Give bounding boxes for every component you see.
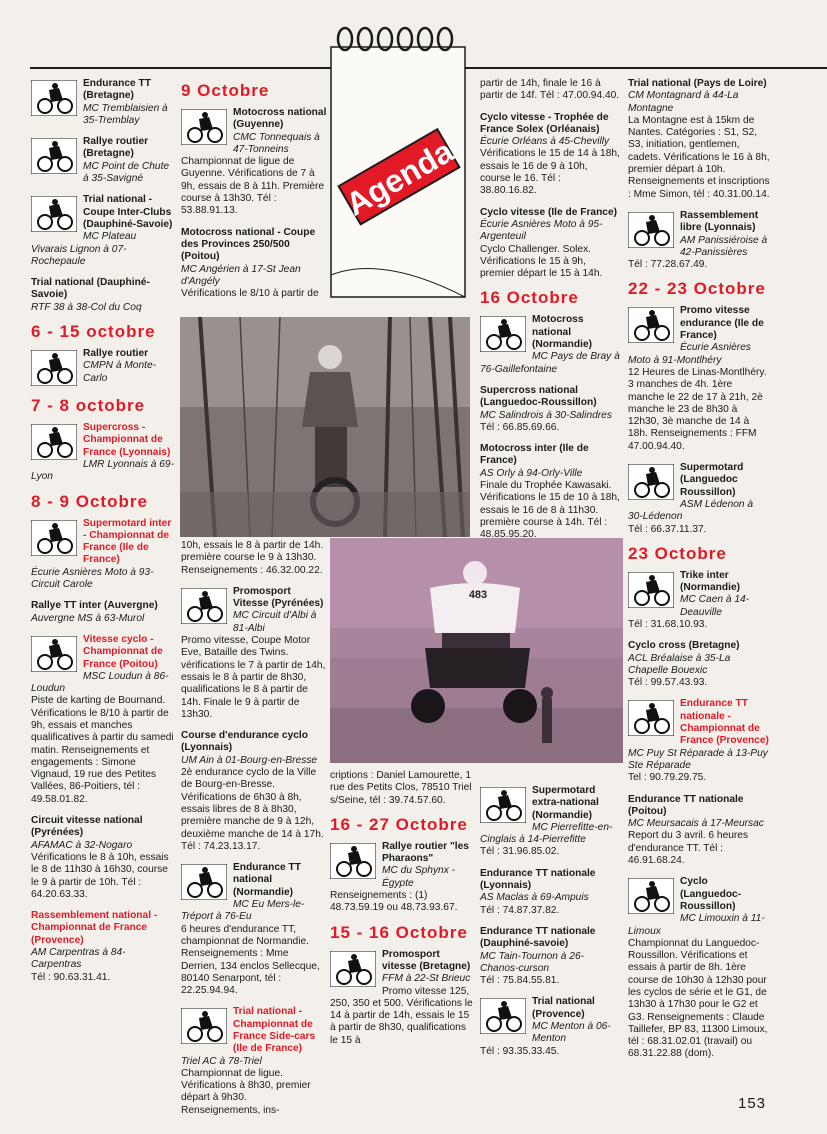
event-title: Vitesse cyclo - Championnat de France (Poitou) <box>83 633 163 670</box>
event-title: Trial national (Dauphiné-Savoie) <box>31 277 150 301</box>
event-club: MC Pierrefitte-en-Cinglais à 14-Pierrefitte <box>480 821 613 846</box>
event-title: Cyclo cross (Bretagne) <box>628 640 740 652</box>
motorcycle-rider-icon <box>31 424 77 460</box>
event-info: 2è endurance cyclo de la Ville de Bourg-en-Bresse. Vérifications de 6h30 à 8h, essais libres de 8 à 8h30, première manche de 9 à 12h, deuxième manche de 14 à 17h. Tél : 74.23.13.17. <box>181 767 324 852</box>
event-title: Rallye routier "les Pharaons" <box>382 840 469 865</box>
event-info: Tél : 75.84.55.81. <box>480 975 560 987</box>
event-entry <box>31 518 174 592</box>
motorcycle-rider-icon <box>628 212 674 248</box>
event-info: Tél : 93.35.33.45. <box>480 1045 560 1057</box>
event-info: Vérifications le 15 de 14 à 18h, essais le 16 de 9 à 10h, course le 16. Tél : 38.80.16.82. <box>480 148 620 197</box>
page-number: 153 <box>738 1095 767 1112</box>
event-title: Trike inter (Normandie) <box>680 569 740 594</box>
event-title: Supercross national (Languedoc-Roussillon) <box>480 384 597 409</box>
event-title: Supercross - Championnat de France (Lyonnais) <box>83 422 171 458</box>
motorcycle-rider-icon <box>31 636 77 672</box>
motorcycle-rider-icon <box>181 1008 227 1044</box>
photo-motocross-forest <box>180 317 470 537</box>
event-club: MC Puy St Réparade à 13-Puy Ste Réparade <box>628 747 768 771</box>
event-title: Supermotard extra-national (Normandie) <box>532 785 599 821</box>
event-club: MC du Sphynx - Égypte <box>382 865 456 889</box>
event-club: Triel AC à 78-Triel <box>181 1055 262 1067</box>
event-info: Promo vitesse, Coupe Motor Eve, Bataille des Twins. vérifications le 7 à partir de 14h, essais le 8 à partir de 8h30, qualifications le 8 à partir de 14h. Finale le 9 à partir de 13h30. <box>181 635 326 720</box>
event-club: MC Point de Chute à 35-Savigné <box>83 160 170 185</box>
event-title: Endurance TT national (Normandie) <box>233 862 301 898</box>
event-club: CMPN à Monte-Carlo <box>83 360 157 384</box>
motorcycle-rider-icon <box>31 196 77 232</box>
motorcycle-rider-icon <box>628 307 674 343</box>
event-club: ACL Bréalaise à 35-La Chapelle Bouexic <box>628 652 731 676</box>
motorcycle-rider-icon <box>31 138 77 174</box>
event-info: Vérifications le 8 à 10h, essais le 8 de 11h30 à 16h30, course le 9 à partir de 10h. Tél : 64.20.63.33. <box>31 851 169 900</box>
event-info: Tél : 66.37.11.37. <box>628 523 707 535</box>
date-heading: 8 - 9 Octobre <box>31 491 148 511</box>
event-entry <box>628 462 770 536</box>
event-title: Motocross national (Guyenne) <box>233 107 327 131</box>
event-entry <box>480 385 620 434</box>
event-info: Championnat de ligue. Vérifications à 8h30, premier départ à 9h30. Renseignements, ins- <box>181 1067 311 1116</box>
event-entry <box>31 194 174 268</box>
event-title: Endurance TT nationale - Championnat de France (Provence) <box>680 698 769 747</box>
event-club: MSC Loudun à 86-Loudun <box>31 670 169 695</box>
event-entry <box>31 136 174 185</box>
event-title: Promosport Vitesse (Pyrénées) <box>233 585 324 610</box>
event-title: Cyclo vitesse (Ile de France) <box>480 206 618 218</box>
event-entry <box>480 78 620 103</box>
event-info: Tél : 66.85.69.66. <box>480 421 560 433</box>
event-club: CMC Tonnequais à 47-Tonneins <box>233 131 320 155</box>
event-club: MC Caen à 14-Deauville <box>680 594 750 618</box>
column-4 <box>628 78 770 1070</box>
event-info: Renseignements : (1) 48.73.59.19 ou 48.73.93.67. <box>330 890 458 914</box>
event-entry <box>330 770 475 807</box>
motorcycle-rider-icon <box>330 951 376 987</box>
motorcycle-rider-icon <box>330 843 376 879</box>
event-entry <box>628 78 770 201</box>
event-info: Vérifications le 8/10 à partir de <box>181 288 319 300</box>
event-club: UM Ain à 01-Bourg-en-Bresse <box>181 754 318 766</box>
column-2-bottom <box>181 540 327 1126</box>
event-entry <box>181 227 327 301</box>
event-entry <box>181 1006 327 1117</box>
event-club: AS Orly à 94-Orly-Ville <box>480 467 583 479</box>
event-info: Tél : 99.57.43.93. <box>628 677 708 689</box>
event-entry <box>31 78 174 127</box>
event-entry <box>480 443 620 541</box>
event-title: Endurance TT nationale (Dauphiné-savoie) <box>480 925 596 950</box>
event-title: Supermotard inter - Championnat de France (Ile de France) <box>83 517 172 566</box>
event-entry <box>628 570 770 631</box>
photo-quad-beach <box>330 538 623 763</box>
event-club: Écurie Asnières Moto à 95-Argenteuil <box>480 218 603 243</box>
event-entry <box>31 348 174 388</box>
event-entry <box>628 210 770 271</box>
event-entry <box>31 910 174 984</box>
motorcycle-rider-icon <box>480 998 526 1034</box>
event-club: MC Salindrois à 30-Salindres <box>480 409 612 421</box>
agenda-notepad-graphic <box>323 25 473 305</box>
event-title: Rallye TT inter (Auvergne) <box>31 600 158 612</box>
event-entry <box>480 996 620 1057</box>
event-title: Motocross national - Coupe des Provinces 250/500 (Poitou) <box>181 226 316 263</box>
event-info: criptions : Daniel Lamourette, 1 rue des Petits Clos, 78510 Triel s/Seine, tél : 39.74.57.60. <box>330 770 472 806</box>
event-title: Course d'endurance cyclo (Lyonnais) <box>181 730 308 754</box>
event-entry <box>181 586 327 721</box>
date-heading: 6 - 15 octobre <box>31 322 156 342</box>
motorcycle-rider-icon <box>480 787 526 823</box>
event-club: MC Angérien à 17-St Jean d'Angély <box>181 263 301 287</box>
event-club: CM Montagnard à 44-La Montagne <box>628 90 739 114</box>
event-entry <box>31 277 174 314</box>
event-club: MC Menton à 06-Menton <box>532 1021 611 1045</box>
event-entry <box>628 305 770 453</box>
event-entry <box>31 634 174 806</box>
event-entry <box>480 785 620 859</box>
event-entry <box>628 698 770 784</box>
event-club: MC Circuit d'Albi à 81-Albi <box>233 610 317 634</box>
event-title: Endurance TT nationale (Lyonnais) <box>480 867 596 892</box>
date-heading: 16 - 27 Octobre <box>330 814 468 834</box>
event-club: MC Eu Mers-le-Tréport à 76-Eu <box>181 899 305 923</box>
motorcycle-rider-icon <box>181 109 227 145</box>
event-entry <box>181 540 327 577</box>
event-info: La Montagne est à 15km de Nantes. Catégories : S1, S2, S3, initiation, gentlemen, cadets. Vérifications le 16 à 8h, premier départ à 10h. Renseignements et inscriptions : Mme Simon, tél : 40.31.00.14. <box>628 114 770 200</box>
date-heading: 16 Octobre <box>480 288 579 308</box>
date-heading: 22 - 23 Octobre <box>628 279 766 299</box>
event-title: Promosport vitesse (Bretagne) <box>382 948 471 972</box>
event-title: Trial national (Pays de Loire) <box>628 78 767 89</box>
motorcycle-rider-icon <box>628 700 674 736</box>
event-entry <box>330 949 475 1047</box>
event-info: Finale du Trophée Kawasaki. Vérifications le 15 de 10 à 18h, essais le 16 de 8 à 11h30. première course à 14h. Tél : 48.85.95.20. <box>480 480 620 541</box>
event-title: Circuit vitesse national (Pyrénées) <box>31 815 143 839</box>
event-info: 10h, essais le 8 à partir de 14h. première course le 9 à 13h30. Renseignements : 46.32.00.22. <box>181 540 324 576</box>
event-info: Report du 3 avril. 6 heures d'endurance TT. Tél : 46.91.68.24. <box>628 830 749 867</box>
event-entry <box>480 207 620 281</box>
event-title: Endurance TT nationale (Poitou) <box>628 793 744 817</box>
event-club: MC Limouxin à 11-Limoux <box>628 913 765 937</box>
event-club: Écurie Asnières Moto à 91-Montlhéry <box>628 342 751 366</box>
event-entry <box>480 112 620 198</box>
event-title: Trial national - Coupe Inter-Clubs (Dauphiné-Savoie) <box>83 194 173 230</box>
event-club: FFM à 22-St Brieuc <box>382 973 471 985</box>
event-info: Piste de karting de Bournand. Vérifications le 8/10 à partir de 9h, essais et manches qualificatives à partir du samedi matin. Renseignements et engagements : Simone Vignaud, 19 rue des Petites Vallées, 86-Poitiers, tél : 49.58.01.82. <box>31 695 174 805</box>
event-club: LMR Lyonnais à 69-Lyon <box>31 458 174 483</box>
motorcycle-rider-icon <box>480 316 526 352</box>
event-entry <box>31 600 174 625</box>
event-title: Trial national - Championnat de France Side-cars (Ile de France) <box>233 1006 316 1055</box>
motorcycle-rider-icon <box>181 864 227 900</box>
event-info: Tél : 31.68.10.93. <box>628 618 708 630</box>
event-title: Endurance TT (Bretagne) <box>83 78 151 102</box>
event-info: Promo vitesse 125, 250, 350 et 500. Vérifications le 14 à partir de 14h, essais le 15 à partir de 8h30, qualifications le 15 à <box>330 985 473 1046</box>
event-title: Promo vitesse endurance (Ile de France) <box>680 305 764 342</box>
date-heading: 7 - 8 octobre <box>31 396 146 416</box>
event-club: AM Carpentras à 84-Carpentras <box>31 947 126 971</box>
event-title: Cyclo (Languedoc-Roussillon) <box>680 876 742 912</box>
column-1 <box>31 78 174 993</box>
agenda-label: Agenda <box>339 132 460 223</box>
event-club: Auvergne MS à 63-Murol <box>31 612 145 624</box>
event-entry <box>181 107 327 218</box>
event-title: Rassemblement national - Championnat de France (Provence) <box>31 910 158 946</box>
event-entry <box>480 314 620 375</box>
event-entry <box>31 815 174 901</box>
event-info: Tél : 31.96.85.02. <box>480 846 560 858</box>
event-info: 6 heures d'endurance TT, championnat de Normandie. Renseignements : Mme Derrien, 134 enclos Sellecque, 80140 Senarpont, tél : 22.25.94.94. <box>181 923 320 997</box>
column-3 <box>480 78 620 551</box>
event-entry <box>330 841 475 915</box>
event-info: Championnat de ligue de Guyenne. Vérifications de 7 à 9h, essais de 8 à 11h. Première course à 13h30. Tél : 53.88.91.13. <box>181 156 325 217</box>
event-title: Supermotard (Languedoc Roussillon) <box>680 462 744 498</box>
event-info: Tél : 77.28.67.49. <box>628 259 708 271</box>
motorcycle-rider-icon <box>628 464 674 500</box>
event-title: Motocross inter (Ile de France) <box>480 443 589 467</box>
event-entry <box>181 730 327 853</box>
event-title: Rallye routier <box>83 348 149 360</box>
event-info: Tél : 74.87.37.82. <box>480 904 560 916</box>
event-title: Cyclo vitesse - Trophée de France Solex (Orléanais) <box>480 111 609 135</box>
event-entry <box>480 868 620 917</box>
event-title: Trial national (Provence) <box>532 996 595 1020</box>
motorcycle-rider-icon <box>628 572 674 608</box>
motorcycle-rider-icon <box>31 80 77 116</box>
event-title: Motocross national (Normandie) <box>532 314 592 351</box>
event-entry <box>628 794 770 868</box>
motorcycle-rider-icon <box>31 520 77 556</box>
column-3-bottom <box>480 785 620 1067</box>
event-club: AFAMAC à 32-Nogaro <box>31 839 133 851</box>
column-2-top <box>181 78 327 309</box>
event-entry <box>628 640 770 689</box>
event-club: AS Maclas à 69-Ampuis <box>480 892 589 904</box>
event-club: MC Plateau Vivarais Lignon à 07-Rochepaule <box>31 231 137 267</box>
event-club: MC Pays de Bray à 76-Gaillefontaine <box>480 351 620 375</box>
date-heading: 9 Octobre <box>181 81 270 100</box>
motorcycle-rider-icon <box>628 878 674 914</box>
motorcycle-rider-icon <box>181 588 227 624</box>
date-heading: 23 Octobre <box>628 543 727 563</box>
event-entry <box>31 422 174 483</box>
event-club: Écurie Asnières Moto à 93-Circuit Carole <box>31 566 154 591</box>
event-entry <box>628 876 770 1060</box>
event-info: partir de 14h, finale le 16 à partir de 14f. Tél : 47.00.94.40. <box>480 78 620 102</box>
event-club: RTF 38 à 38-Col du Coq <box>31 301 142 313</box>
date-heading: 15 - 16 Octobre <box>330 922 468 942</box>
event-info: Cyclo Challenger. Solex. Vérifications le 15 à 9h, premier départ le 15 à 14h. <box>480 243 603 280</box>
event-club: MC Tremblaisien à 35-Tremblay <box>83 102 168 126</box>
event-info: 12 Heures de Linas-Montlhéry. 3 manches de 4h. 1ère manche le 22 de 17 à 21h, 2è manche le 23 de 8h30 à 12h30, 3è manche de 14 à 18h. Renseignements : FFM 47.00.94.40. <box>628 366 767 452</box>
event-club: Écurie Orléans à 45-Chevilly <box>480 136 610 148</box>
event-title: Rallye routier (Bretagne) <box>83 136 149 160</box>
event-club: ASM Lédenon à 30-Lédenon <box>628 498 754 523</box>
column-2-continued <box>330 770 475 1056</box>
event-club: MC Tain-Tournon à 26-Chanos-curson <box>480 950 585 974</box>
event-club: MC Meursacais à 17-Meursac <box>628 818 764 830</box>
event-entry <box>480 926 620 987</box>
event-club: AM Panissiéroise à 42-Panissières <box>680 234 768 258</box>
motorcycle-rider-icon <box>31 350 77 386</box>
event-entry <box>181 862 327 997</box>
photo-rider-bib: 483 <box>468 589 488 601</box>
event-info: Championnat du Languedoc-Roussillon. Vérifications et essais à partir de 8h. 1ère course de 10h30 à 12h30 pour les cyclos de série et le G1, de 13h30 à 17h30 pour le G2 et G3. Renseignements : Claude Taillefer, BP 83, 11300 Limoux, tél : 68.31.02.01 (travail) ou 68.31.22.88 (dom). <box>628 937 768 1060</box>
event-info: Tel : 90.79.29.75. <box>628 772 707 784</box>
event-info: Tél : 90.63.31.41. <box>31 971 111 983</box>
event-title: Rassemblement libre (Lyonnais) <box>680 209 759 234</box>
